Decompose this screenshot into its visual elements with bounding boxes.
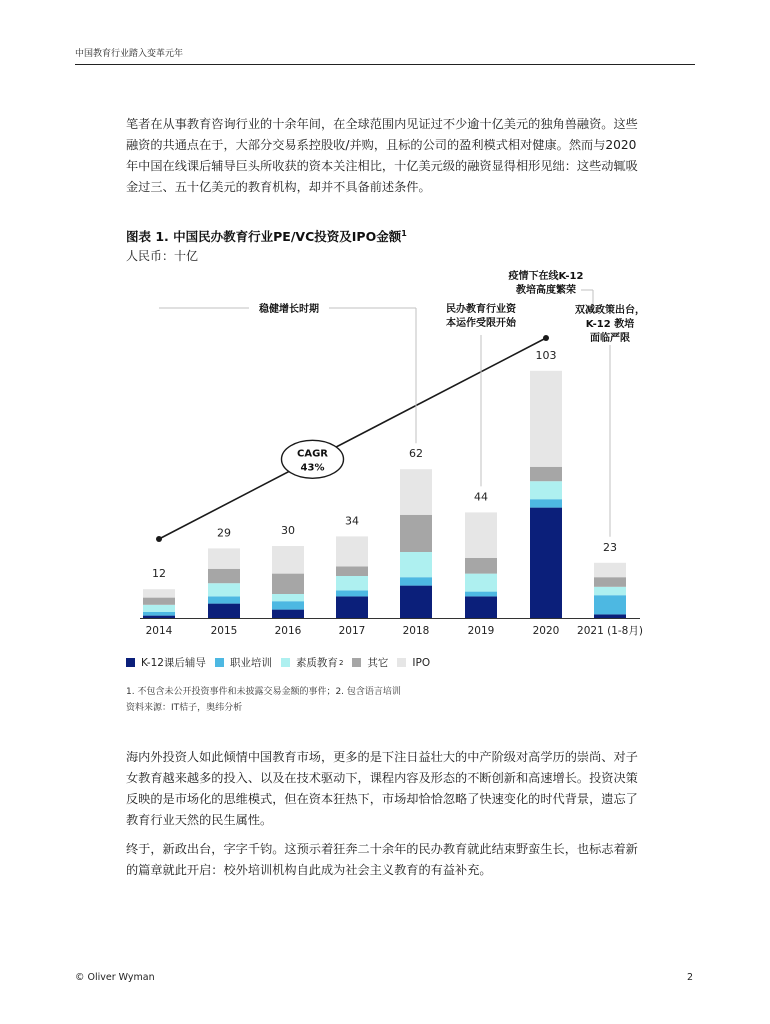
legend-label: 职业培训 [229, 657, 272, 669]
bar-segment-2016-s0 [272, 610, 304, 618]
bar-segment-2014-s3 [143, 598, 175, 605]
bar-segment-2018-s0 [400, 586, 432, 618]
bar-segment-2014-s4 [143, 589, 175, 597]
footer-copyright: © Oliver Wyman [75, 972, 155, 983]
bar-segment-2018-s2 [400, 552, 432, 577]
bar-segment-2015-s2 [208, 583, 240, 596]
body-paragraph-2: 终于，新政出台，字字千钧。这预示着狂奔二十余年的民办教育就此结束野蛮生长，也标志着新的篇章就此开启：校外培训机构自此成为社会主义教育的有益补充。 [126, 842, 638, 877]
x-tick-label: 2021 (1-8月) [577, 625, 643, 637]
cagr-end-dot [543, 335, 549, 341]
bar-segment-2019-s3 [465, 558, 497, 574]
annotation-2-line-2: 本运作受限开始 [446, 318, 516, 329]
bar-segment-2019-s2 [465, 574, 497, 592]
bar-segment-2016-s1 [272, 601, 304, 609]
bar-segment-2014-s1 [143, 612, 175, 616]
x-tick-label: 2019 [467, 625, 495, 637]
bar-segment-2020-s4 [530, 371, 562, 467]
legend-label: K-12课后辅导 [141, 657, 206, 669]
bar-segment-2021-s1 [594, 595, 626, 614]
bar-segment-2015-s0 [208, 604, 240, 618]
annotation-4-line-2: K-12 教培 [585, 319, 635, 330]
legend-label: IPO [412, 656, 431, 669]
bar-segment-2020-s3 [530, 467, 562, 481]
annotation-3-line-1: 疫情下在线K-12 [508, 271, 584, 282]
legend-swatch [352, 658, 361, 667]
legend-footnote-mark: 2 [338, 658, 344, 667]
x-tick-label: 2016 [274, 625, 302, 637]
bar-segment-2018-s1 [400, 577, 432, 585]
x-tick-label: 2017 [338, 625, 366, 637]
bar-segment-2015-s3 [208, 569, 240, 583]
running-header: 中国教育行业踏入变革元年 [75, 49, 184, 59]
legend-item [126, 655, 206, 670]
footer-page-number: 2 [687, 972, 694, 983]
bar-total-label: 62 [409, 447, 423, 461]
bar-segment-2021-s2 [594, 587, 626, 595]
cagr-label: CAGR [297, 448, 328, 460]
bar-total-label: 103 [535, 348, 557, 362]
x-tick-label: 2018 [402, 625, 430, 637]
annotation-4-line-1: 双减政策出台， [575, 305, 645, 316]
legend-swatch [397, 658, 406, 667]
legend-swatch [215, 658, 224, 667]
bar-segment-2019-s0 [465, 596, 497, 618]
bar-segment-2021-s4 [594, 563, 626, 577]
bar-segment-2017-s0 [336, 596, 368, 618]
bar-segment-2019-s1 [465, 592, 497, 597]
bar-segment-2020-s1 [530, 499, 562, 507]
bar-segment-2019-s4 [465, 512, 497, 558]
legend-item [215, 655, 272, 670]
legend-label: 素质教育 [295, 657, 338, 669]
legend-label: 其它 [367, 657, 389, 669]
chart-legend [126, 655, 439, 670]
bar-segment-2016-s3 [272, 574, 304, 594]
legend-item [281, 655, 343, 670]
figure-unit: 人民币：十亿 [126, 249, 199, 263]
bar-segment-2017-s2 [336, 576, 368, 590]
bar-segment-2017-s4 [336, 536, 368, 566]
annotation-4-line-3: 面临严限 [590, 333, 630, 344]
bar-segment-2016-s2 [272, 594, 304, 601]
bar-segment-2014-s0 [143, 616, 175, 618]
annotation-1-line-1: 稳健增长时期 [259, 304, 319, 315]
legend-swatch [281, 658, 290, 667]
bar-segment-2018-s3 [400, 515, 432, 552]
chart-source: 资料来源：IT桔子，奥纬分析 [126, 703, 243, 713]
bar-segment-2017-s3 [336, 566, 368, 576]
bar-total-label: 44 [474, 490, 488, 504]
intro-paragraph: 笔者在从事教育咨询行业的十余年间，在全球范围内见证过不少逾十亿美元的独角兽融资。这些融资的共通点在于，大部分交易系控股收/并购，且标的公司的盈利模式相对健康。然而与2020年中国在线课后辅导巨头所收获的资本关注相比，十亿美元级的融资显得相形见绌：这些动辄吸金过三、五十亿美元的教育机构，却并不具备前述条件。 [126, 117, 638, 194]
bar-segment-2021-s3 [594, 577, 626, 587]
cagr-value: 43% [300, 462, 325, 474]
legend-item [352, 655, 388, 670]
bar-segment-2015-s4 [208, 548, 240, 568]
figure-title-footnote-mark: 1 [401, 228, 407, 238]
chart-footnote: 1. 不包含未公开投资事件和未披露交易金额的事件；2. 包含语言培训 [126, 687, 401, 697]
bar-segment-2021-s0 [594, 614, 626, 618]
x-tick-label: 2020 [532, 625, 560, 637]
figure-title-text: 图表 1. 中国民办教育行业PE/VC投资及IPO金额 [126, 229, 402, 244]
bar-total-label: 29 [217, 526, 231, 540]
legend-swatch [126, 658, 135, 667]
bar-segment-2016-s4 [272, 546, 304, 574]
bar-segment-2017-s1 [336, 590, 368, 596]
x-tick-label: 2014 [145, 625, 173, 637]
bar-segment-2015-s1 [208, 596, 240, 603]
cagr-trend-line [159, 338, 546, 539]
bar-total-label: 30 [281, 524, 295, 537]
bar-segment-2018-s4 [400, 469, 432, 515]
x-tick-label: 2015 [210, 625, 238, 637]
bar-segment-2014-s2 [143, 605, 175, 612]
annotation-2-line-1: 民办教育行业资 [446, 304, 516, 315]
bar-segment-2020-s0 [530, 508, 562, 618]
bar-total-label: 34 [345, 514, 359, 528]
bar-segment-2020-s2 [530, 481, 562, 499]
legend-item [397, 657, 430, 669]
bar-total-label: 23 [603, 540, 617, 554]
body-paragraph-1: 海内外投资人如此倾情中国教育市场，更多的是下注日益壮大的中产阶级对高学历的崇尚、对子女教育越来越多的投入、以及在技术驱动下，课程内容及形态的不断创新和高速增长。投资决策反映的是市场化的思维模式，但在资本狂热下，市场却恰恰忽略了快速变化的时代背景，遗忘了教育行业天然的民生属性。 [126, 750, 638, 827]
cagr-start-dot [156, 536, 162, 542]
bar-total-label: 12 [152, 567, 166, 581]
annotation-3-line-2: 教培高度繁荣 [516, 285, 576, 296]
